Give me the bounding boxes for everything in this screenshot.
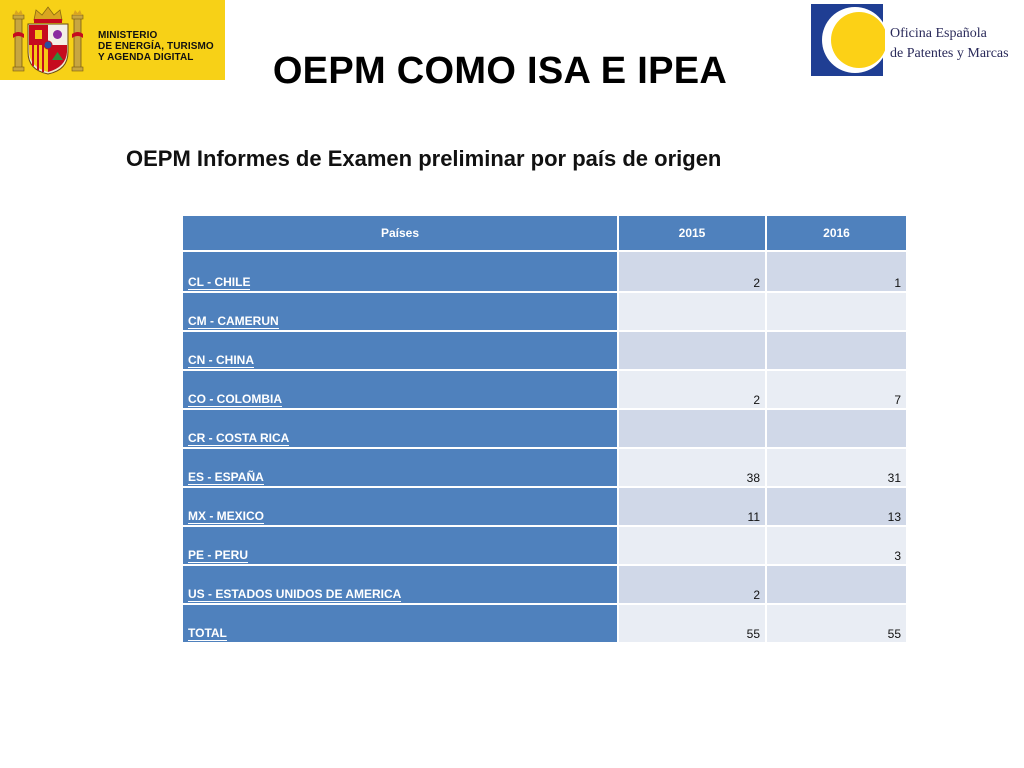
- table-row: [183, 527, 906, 564]
- value-2016: 7: [767, 371, 906, 408]
- country-label: CR - COSTA RICA: [188, 431, 290, 445]
- oepm-name-line-1: Oficina Española: [890, 26, 987, 41]
- country-label: MX - MEXICO: [188, 509, 265, 523]
- table-row: [183, 252, 906, 291]
- value-2016: [767, 293, 906, 330]
- value-2016: 1: [767, 252, 906, 291]
- country-label: TOTAL: [188, 626, 227, 640]
- value-2015: [619, 332, 765, 369]
- table-row: [183, 371, 906, 408]
- table-row: [183, 410, 906, 447]
- value-2015: 55: [619, 605, 765, 642]
- value-2015: [619, 527, 765, 564]
- value-2015: 2: [619, 566, 765, 603]
- ministry-name-line-3: Y AGENDA DIGITAL: [98, 52, 194, 63]
- header-2016: 2016: [767, 216, 906, 250]
- value-2015: [619, 293, 765, 330]
- country-label: CN - CHINA: [188, 353, 254, 367]
- country-label: PE - PERU: [188, 548, 249, 562]
- header-countries: Países: [183, 216, 617, 250]
- country-cell: [183, 488, 617, 525]
- country-label: CM - CAMERUN: [188, 314, 279, 328]
- table-row: [183, 449, 906, 486]
- country-cell: [183, 371, 617, 408]
- value-2015: 38: [619, 449, 765, 486]
- value-2016: 55: [767, 605, 906, 642]
- country-cell: [183, 566, 617, 603]
- country-cell: [183, 252, 617, 291]
- country-cell: [183, 605, 617, 642]
- header-2015: 2015: [619, 216, 765, 250]
- oepm-name-line-2: de Patentes y Marcas: [890, 46, 1009, 61]
- country-cell: [183, 449, 617, 486]
- country-label: ES - ESPAÑA: [188, 470, 264, 484]
- slide-subtitle: OEPM Informes de Examen preliminar por país de origen: [126, 146, 722, 171]
- ministry-name-line-1: MINISTERIO: [98, 30, 158, 41]
- table-row-total: [183, 605, 906, 642]
- table-header-row: [183, 216, 906, 250]
- country-cell: [183, 527, 617, 564]
- table-row: [183, 293, 906, 330]
- country-label: CO - COLOMBIA: [188, 392, 282, 406]
- value-2016: [767, 566, 906, 603]
- value-2015: 2: [619, 371, 765, 408]
- value-2016: [767, 332, 906, 369]
- country-cell: [183, 410, 617, 447]
- value-2015: 2: [619, 252, 765, 291]
- table-row: [183, 488, 906, 525]
- value-2016: 13: [767, 488, 906, 525]
- country-label: US - ESTADOS UNIDOS DE AMERICA: [188, 587, 402, 601]
- country-cell: [183, 332, 617, 369]
- ministry-name-line-2: DE ENERGÍA, TURISMO: [98, 41, 214, 52]
- value-2016: [767, 410, 906, 447]
- table-row: [183, 566, 906, 603]
- value-2016: 31: [767, 449, 906, 486]
- country-label: CL - CHILE: [188, 275, 251, 289]
- country-cell: [183, 293, 617, 330]
- slide-title: OEPM COMO ISA E IPEA: [272, 50, 728, 92]
- value-2015: [619, 410, 765, 447]
- value-2015: 11: [619, 488, 765, 525]
- table-row: [183, 332, 906, 369]
- value-2016: 3: [767, 527, 906, 564]
- reports-by-country-table: [181, 214, 908, 644]
